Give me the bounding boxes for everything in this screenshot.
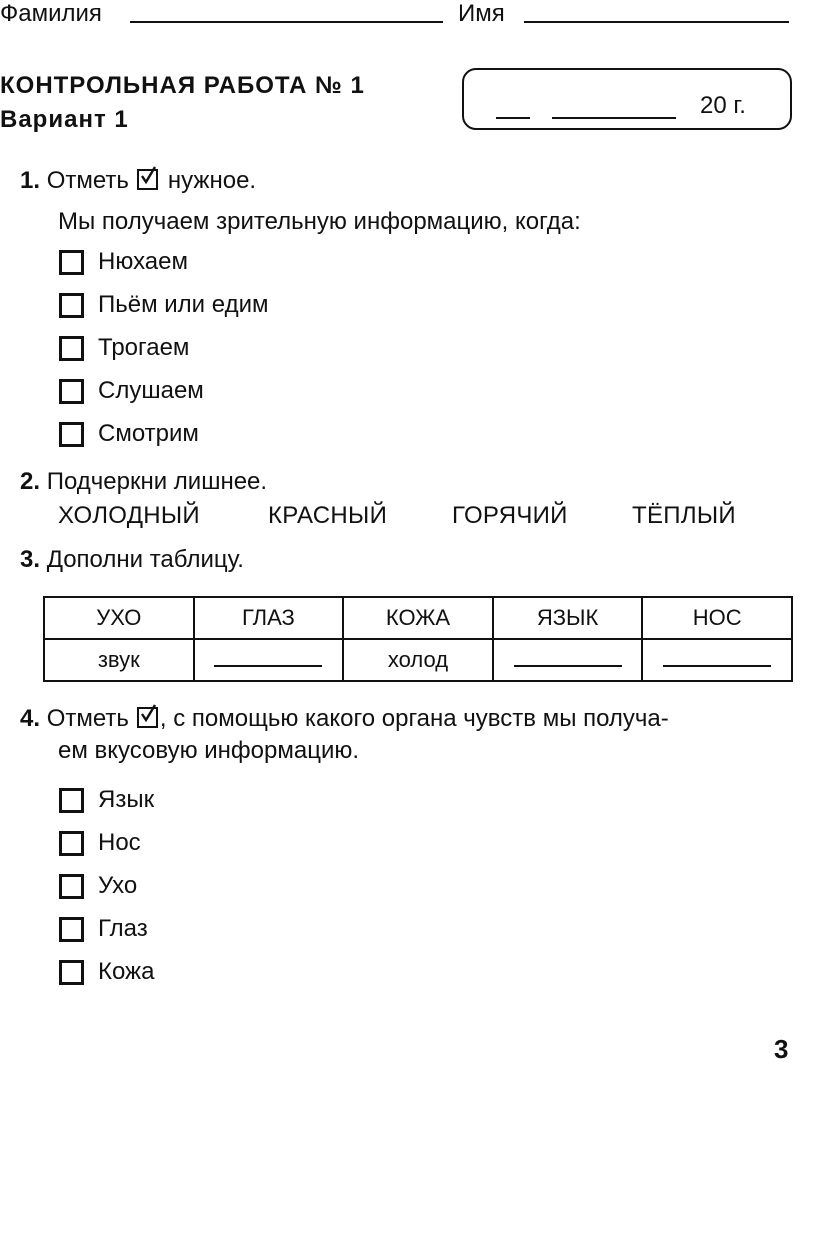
task3-instruction [20,546,244,574]
task3-number: 3. [20,546,41,573]
table-cell-blank[interactable] [194,639,344,681]
table-cell-blank[interactable] [493,639,643,681]
task4-option-label: Глаз [98,915,148,942]
checkmark-icon [137,707,158,728]
option-checkbox[interactable] [59,831,84,856]
blank-line[interactable] [214,649,322,667]
task2-instruction-text: Подчеркни лишнее. [46,468,268,495]
name-field[interactable] [524,21,789,23]
option-checkbox[interactable] [59,336,84,361]
option-checkbox[interactable] [59,917,84,942]
option-checkbox[interactable] [59,379,84,404]
task1-instruction-end: нужное. [167,167,257,194]
table-header-cell: КОЖА [343,597,493,639]
date-month-field[interactable] [552,117,676,119]
task4-option-label: Язык [98,786,155,813]
checkmark-icon [137,169,158,190]
task2-word[interactable]: КРАСНЫЙ [268,502,388,529]
option-checkbox[interactable] [59,293,84,318]
table-cell: звук [44,639,194,681]
task4-option-label: Кожа [98,958,155,985]
task3-instruction-text: Дополни таблицу. [46,546,244,573]
task4-instruction [20,705,669,733]
task4-instruction-end: , с помощью какого органа чувств мы получа- [159,705,669,732]
blank-line[interactable] [514,649,622,667]
date-year-suffix: 20 г. [700,92,746,119]
task4-number: 4. [20,705,41,732]
date-box [462,68,792,130]
page-number: 3 [774,1034,789,1064]
blank-line[interactable] [663,649,771,667]
table-cell-blank[interactable] [642,639,792,681]
task2-word[interactable]: ТЁПЛЫЙ [632,502,736,529]
option-checkbox[interactable] [59,422,84,447]
task1-option-label: Слушаем [98,377,204,404]
task1-option-label: Нюхаем [98,248,188,275]
task1-option-label: Трогаем [98,334,190,361]
task1-instruction [20,167,256,195]
task4-instruction-line2: ем вкусовую информацию. [58,737,360,764]
table-header-row [44,597,792,639]
table-header-cell: УХО [44,597,194,639]
senses-table [43,596,793,682]
option-checkbox[interactable] [59,250,84,275]
task1-option-label: Смотрим [98,420,199,447]
surname-label: Фамилия [0,0,102,27]
table-row [44,639,792,681]
task1-instruction-text: Отметь [46,167,129,194]
task1-number: 1. [20,167,41,194]
task2-instruction [20,468,267,496]
task4-option-label: Ухо [98,872,138,899]
option-checkbox[interactable] [59,874,84,899]
name-label: Имя [458,0,505,27]
table-header-cell: ЯЗЫК [493,597,643,639]
task1-question: Мы получаем зрительную информацию, когда: [58,208,581,235]
date-day-field[interactable] [496,117,530,119]
task1-option-label: Пьём или едим [98,291,269,318]
table-cell: холод [343,639,493,681]
table-header-cell: НОС [642,597,792,639]
test-title: КОНТРОЛЬНАЯ РАБОТА № 1 [0,72,365,99]
table-header-cell: ГЛАЗ [194,597,344,639]
task4-instruction-text: Отметь [46,705,129,732]
option-checkbox[interactable] [59,960,84,985]
variant-label: Вариант 1 [0,106,129,133]
task4-option-label: Нос [98,829,141,856]
surname-field[interactable] [130,21,443,23]
task2-word[interactable]: ХОЛОДНЫЙ [58,502,200,529]
task2-word[interactable]: ГОРЯЧИЙ [452,502,568,529]
option-checkbox[interactable] [59,788,84,813]
task2-number: 2. [20,468,41,495]
